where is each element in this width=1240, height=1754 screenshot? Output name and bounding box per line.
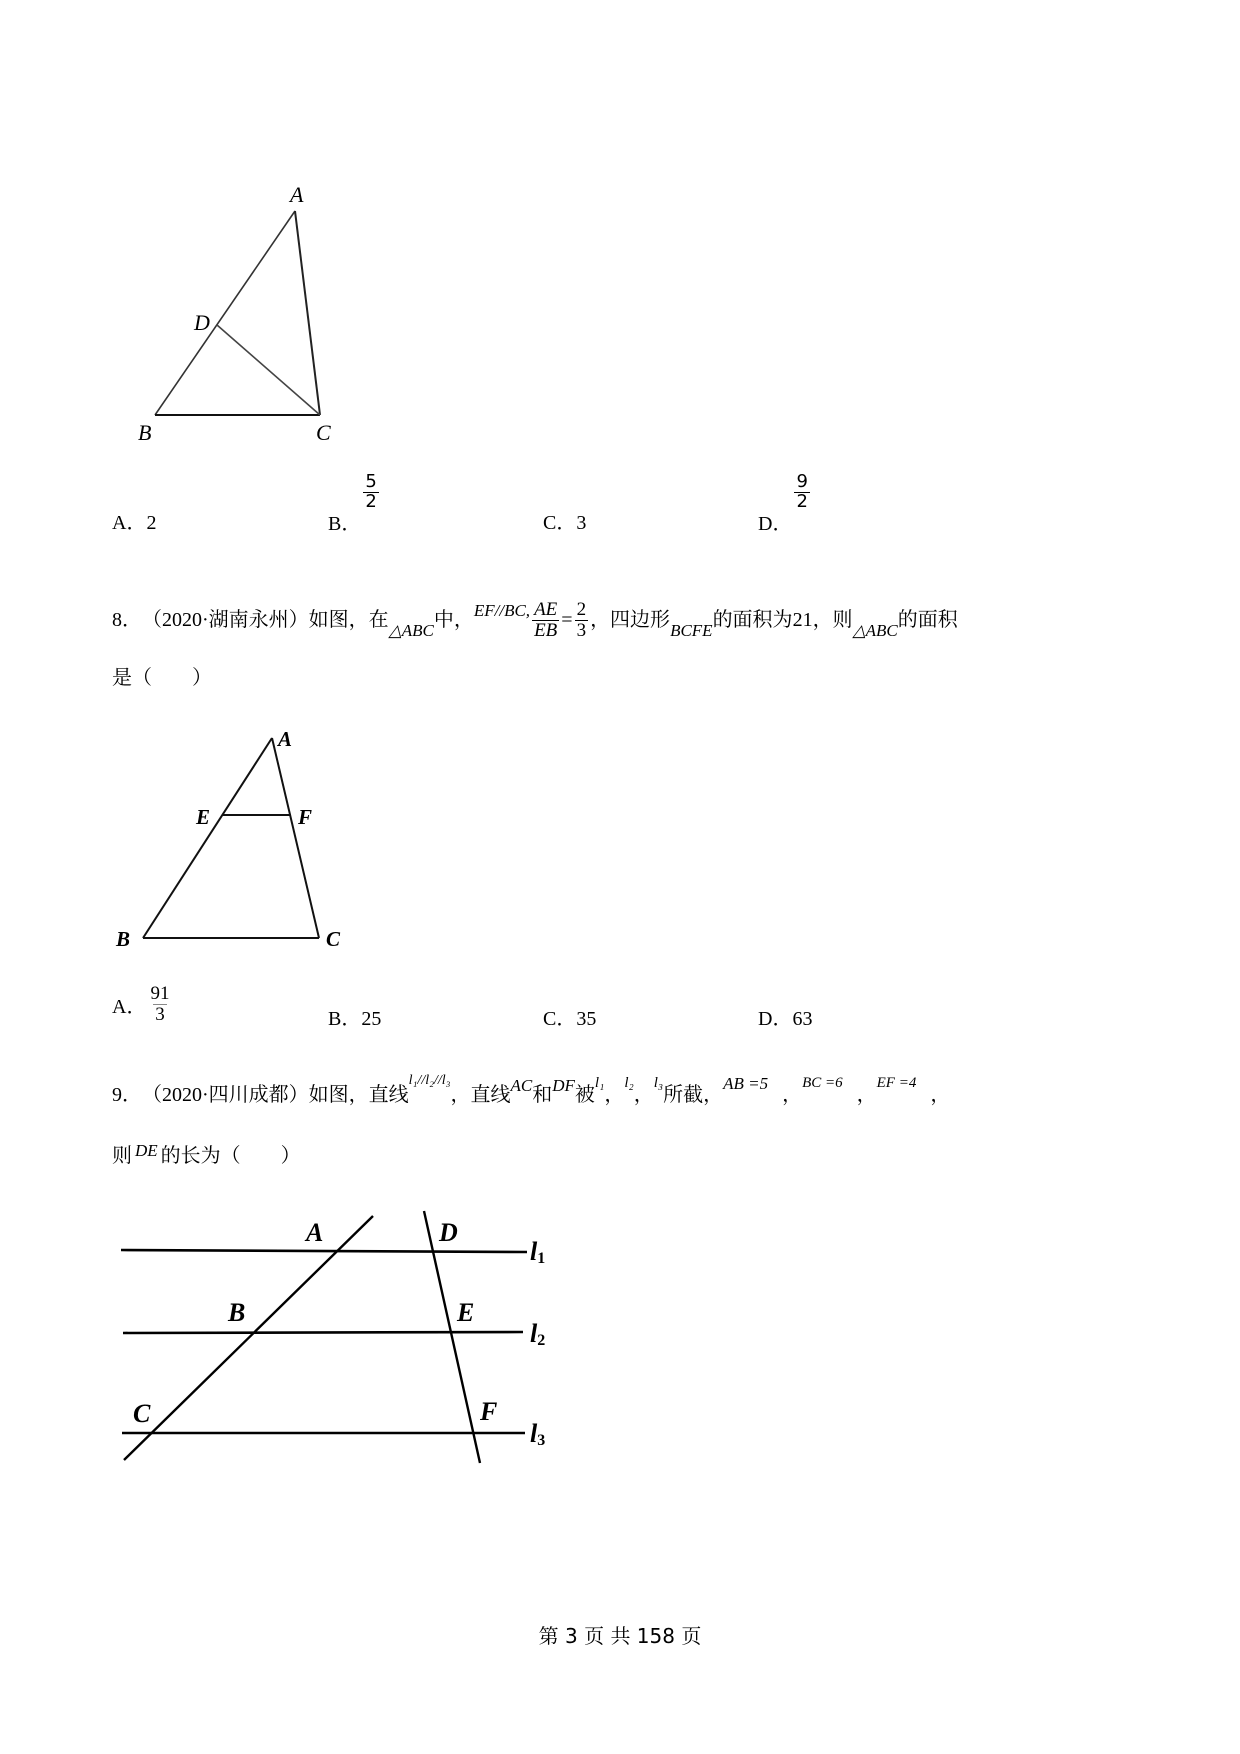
math-line-ac: AC [510,1075,533,1095]
label-l2: l2 [530,1319,546,1349]
math-de: DE [135,1140,158,1160]
option-letter: B． [328,1008,362,1030]
q9-stem-line2 [112,1140,301,1167]
math-fraction-ae-eb [532,600,559,641]
option-letter: C． [543,512,577,534]
math-line-df: DF [552,1075,575,1095]
label-d: D [439,1218,458,1247]
label-c: C [326,927,341,951]
page-footer: 第 3 页 共 158 页 [538,1624,702,1648]
stem-text: 中， [433,609,474,631]
punct: ， [930,1084,951,1106]
stem-text: 和 [532,1084,553,1106]
label-e: E [196,805,211,829]
question-source: （2020·四川成都） [142,1084,309,1106]
fraction-numerator: 5 [365,471,377,492]
punct: ， [633,1084,654,1106]
segment-ac [295,211,320,415]
line-l2 [123,1332,523,1333]
option-value: 25 [361,1008,382,1030]
area-value: 21 [792,609,813,631]
question-number: 9． [112,1084,142,1106]
option-fraction [794,473,809,512]
math-bc-length: BC =6 [802,1074,843,1091]
label-f: F [298,805,313,829]
stem-text: 的长为（ ） [160,1145,301,1167]
label-c: C [316,420,331,445]
label-a: A [278,727,293,751]
q7-option-c [543,506,586,535]
stem-text: ，直线 [450,1084,511,1106]
label-b: B [116,927,131,951]
q7-option-d [758,471,812,535]
q8-option-d [758,1002,812,1031]
segment-dc [217,325,320,415]
q8-option-c [543,1002,596,1031]
stem-text: 如图，直线 [308,1084,409,1106]
stem-text: ，则 [812,609,853,631]
label-a: A [306,1218,324,1247]
option-value: 2 [146,512,157,534]
fraction-denominator: 2 [365,490,377,512]
option-letter: A． [112,512,147,534]
label-e: E [457,1298,475,1327]
option-letter: D． [758,1008,793,1030]
segment-ab [143,738,272,938]
q9-stem-line1 [112,1070,950,1120]
label-l1: l1 [530,1237,546,1267]
stem-text: 则 [112,1145,132,1167]
option-fraction [363,473,378,512]
math-l1: l₁ [594,1074,605,1091]
math-triangle-abc: △ABC [388,620,434,640]
math-l3: l₃ [653,1074,664,1091]
stem-text: 如图，在 [308,609,389,631]
option-fraction [148,984,171,1025]
option-letter: D． [758,512,793,535]
punct: ， [604,1084,625,1106]
option-value: 63 [792,1008,813,1030]
label-f: F [480,1397,498,1426]
q8-option-a [112,984,173,1025]
label-c: C [133,1399,151,1428]
question-source: （2020·湖南永州） [142,609,309,631]
math-ab-length: AB =5 [723,1073,769,1093]
line-df [424,1211,480,1463]
punct: ， [856,1084,877,1106]
q7-option-b [328,471,381,535]
question-number: 8． [112,609,142,631]
line-ac [124,1216,373,1460]
label-d: D [194,310,210,335]
segment-ac [272,738,319,938]
segment-ab [155,211,295,415]
q8-stem-line1 [112,590,958,650]
math-triangle-abc: △ABC [852,620,898,640]
math-parallel-lines: l₁//l₂//l₃ [408,1073,451,1088]
fraction-denominator: 2 [796,490,808,512]
stem-text: 的面积为 [712,609,793,631]
math-l2: l₂ [624,1074,634,1091]
q9-parallel-lines-figure [100,1190,560,1480]
label-b: B [228,1298,246,1327]
label-a: A [290,182,304,207]
fraction-numerator: 91 [150,983,170,1004]
math-quadrilateral: BCFE [670,620,713,640]
math-equals: = [561,609,573,631]
q8-stem-line2: 是（ ） [112,667,212,689]
fraction-denominator: 3 [576,619,587,641]
fraction-numerator: 2 [576,598,587,620]
option-value: 35 [576,1008,597,1030]
fraction-denominator: 3 [155,1003,165,1025]
stem-text: 被 [574,1084,595,1106]
label-l3: l3 [530,1419,546,1449]
stem-text: 所截， [663,1084,724,1106]
q7-option-a [112,506,156,535]
math-ef-length: EF =4 [876,1074,917,1091]
option-letter: C． [543,1008,577,1030]
fraction-numerator: 9 [796,471,808,492]
stem-text: 的面积 [897,609,958,631]
q8-option-b [328,1002,381,1031]
punct: ， [782,1084,803,1106]
option-letter: A． [112,995,147,1018]
fraction-numerator: AE [534,598,558,620]
stem-text: ，四边形 [590,609,671,631]
option-value: 3 [576,512,587,534]
fraction-denominator: EB [534,619,558,641]
q8-triangle-figure [100,710,360,960]
math-parallel-condition: EF//BC, [473,600,531,620]
q7-triangle-figure [120,170,380,450]
line-l1 [121,1250,527,1252]
option-letter: B． [328,512,362,535]
math-fraction-2-3 [575,600,589,641]
label-b: B [138,420,152,445]
